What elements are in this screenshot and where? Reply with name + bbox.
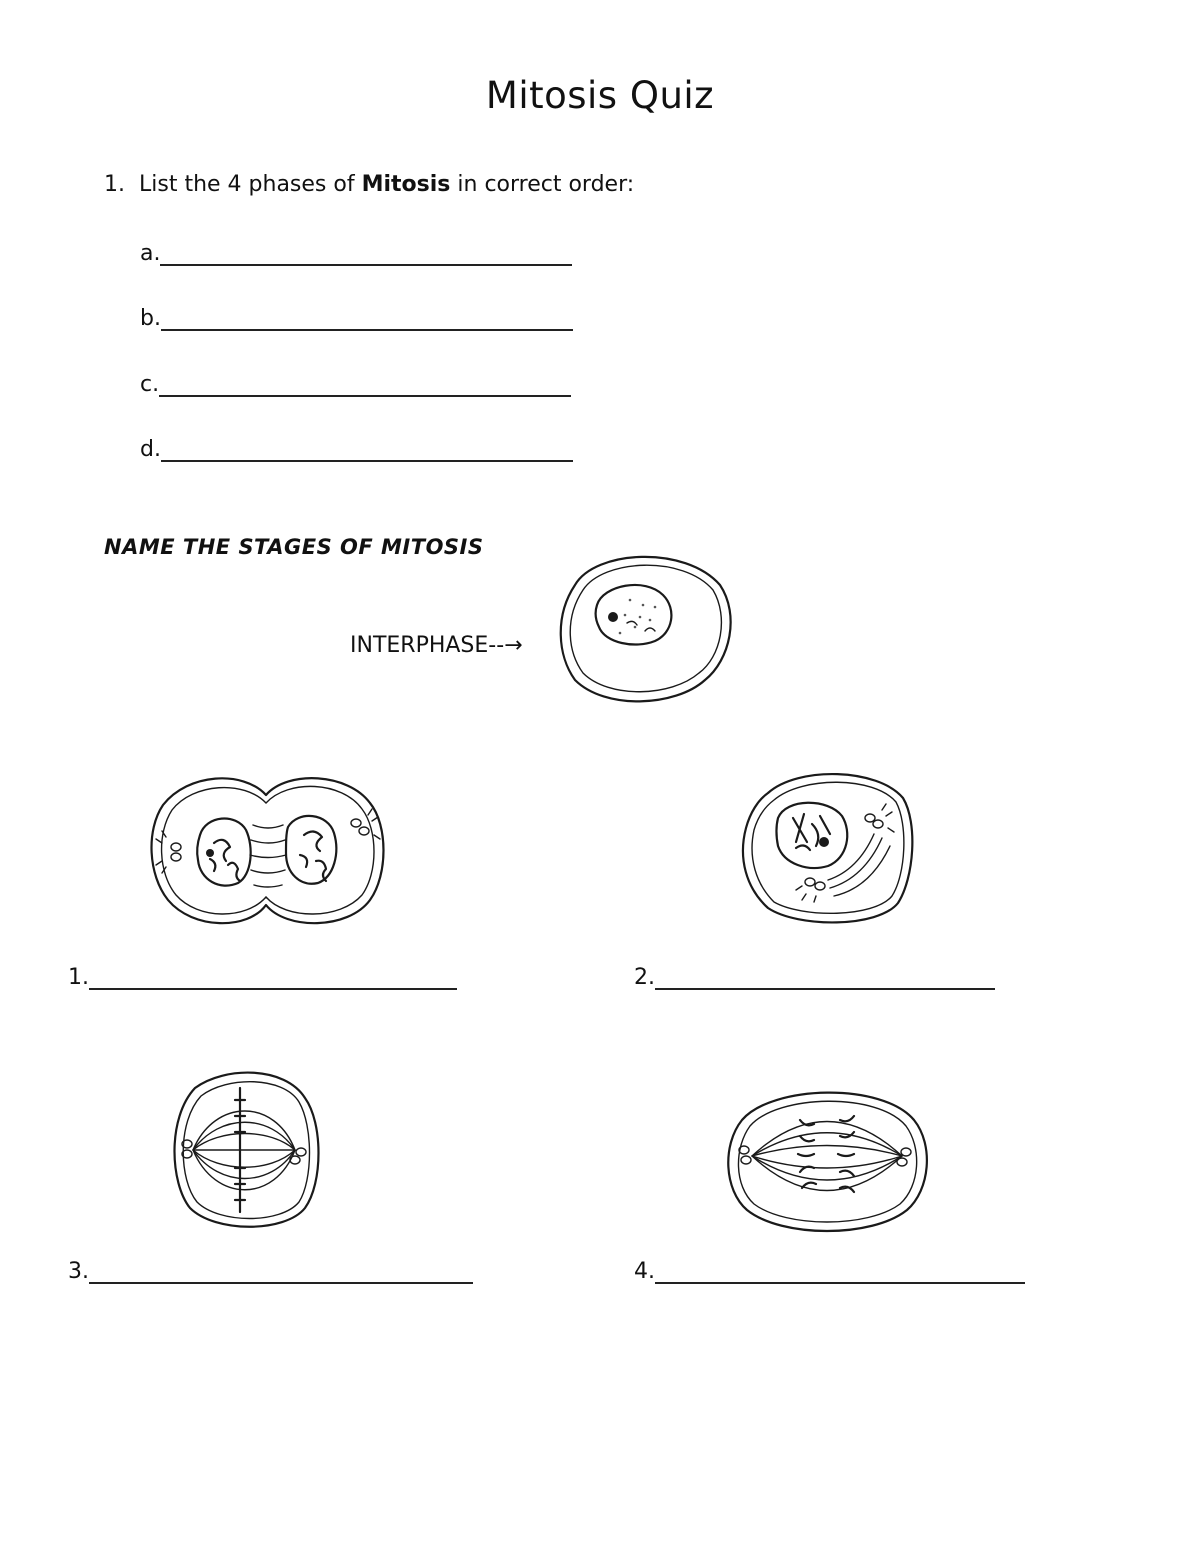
answer-line-c[interactable] [140, 371, 571, 397]
answer-line-a[interactable] [140, 240, 572, 266]
stage-answer-blank[interactable] [655, 1260, 1025, 1284]
question-number: 1. [104, 172, 125, 197]
section-heading: NAME THE STAGES OF MITOSIS [104, 535, 484, 559]
stage-2-answer[interactable] [634, 965, 995, 990]
stage-number: 4. [634, 1259, 655, 1284]
stage-4-cell-drawing [722, 1080, 932, 1235]
question-text-before: List the 4 phases of [139, 172, 355, 197]
answer-blank[interactable] [161, 305, 573, 331]
page-title: Mitosis Quiz [485, 74, 715, 117]
answer-line-d[interactable] [140, 436, 573, 462]
stage-number: 3. [68, 1259, 89, 1284]
stage-1-answer[interactable] [68, 965, 457, 990]
stage-2-cell-drawing [738, 768, 918, 928]
answer-label: d. [140, 437, 161, 462]
stage-answer-blank[interactable] [655, 966, 995, 990]
question-1 [104, 172, 634, 197]
stage-3-cell-drawing [165, 1068, 325, 1233]
stage-number: 1. [68, 965, 89, 990]
answer-blank[interactable] [161, 436, 573, 462]
interphase-cell-drawing [555, 545, 740, 710]
stage-3-answer[interactable] [68, 1259, 473, 1284]
stage-answer-blank[interactable] [89, 966, 457, 990]
question-text-bold: Mitosis [361, 172, 451, 197]
answer-blank[interactable] [160, 240, 572, 266]
answer-blank[interactable] [159, 371, 571, 397]
stage-answer-blank[interactable] [89, 1260, 473, 1284]
answer-line-b[interactable] [140, 305, 573, 331]
stage-number: 2. [634, 965, 655, 990]
stage-4-answer[interactable] [634, 1259, 1025, 1284]
stage-1-cell-drawing [148, 765, 388, 935]
interphase-label: INTERPHASE--→ [350, 633, 523, 658]
answer-label: c. [140, 372, 160, 397]
answer-label: b. [140, 306, 161, 331]
question-text-after: in correct order: [457, 172, 635, 197]
answer-label: a. [140, 241, 161, 266]
